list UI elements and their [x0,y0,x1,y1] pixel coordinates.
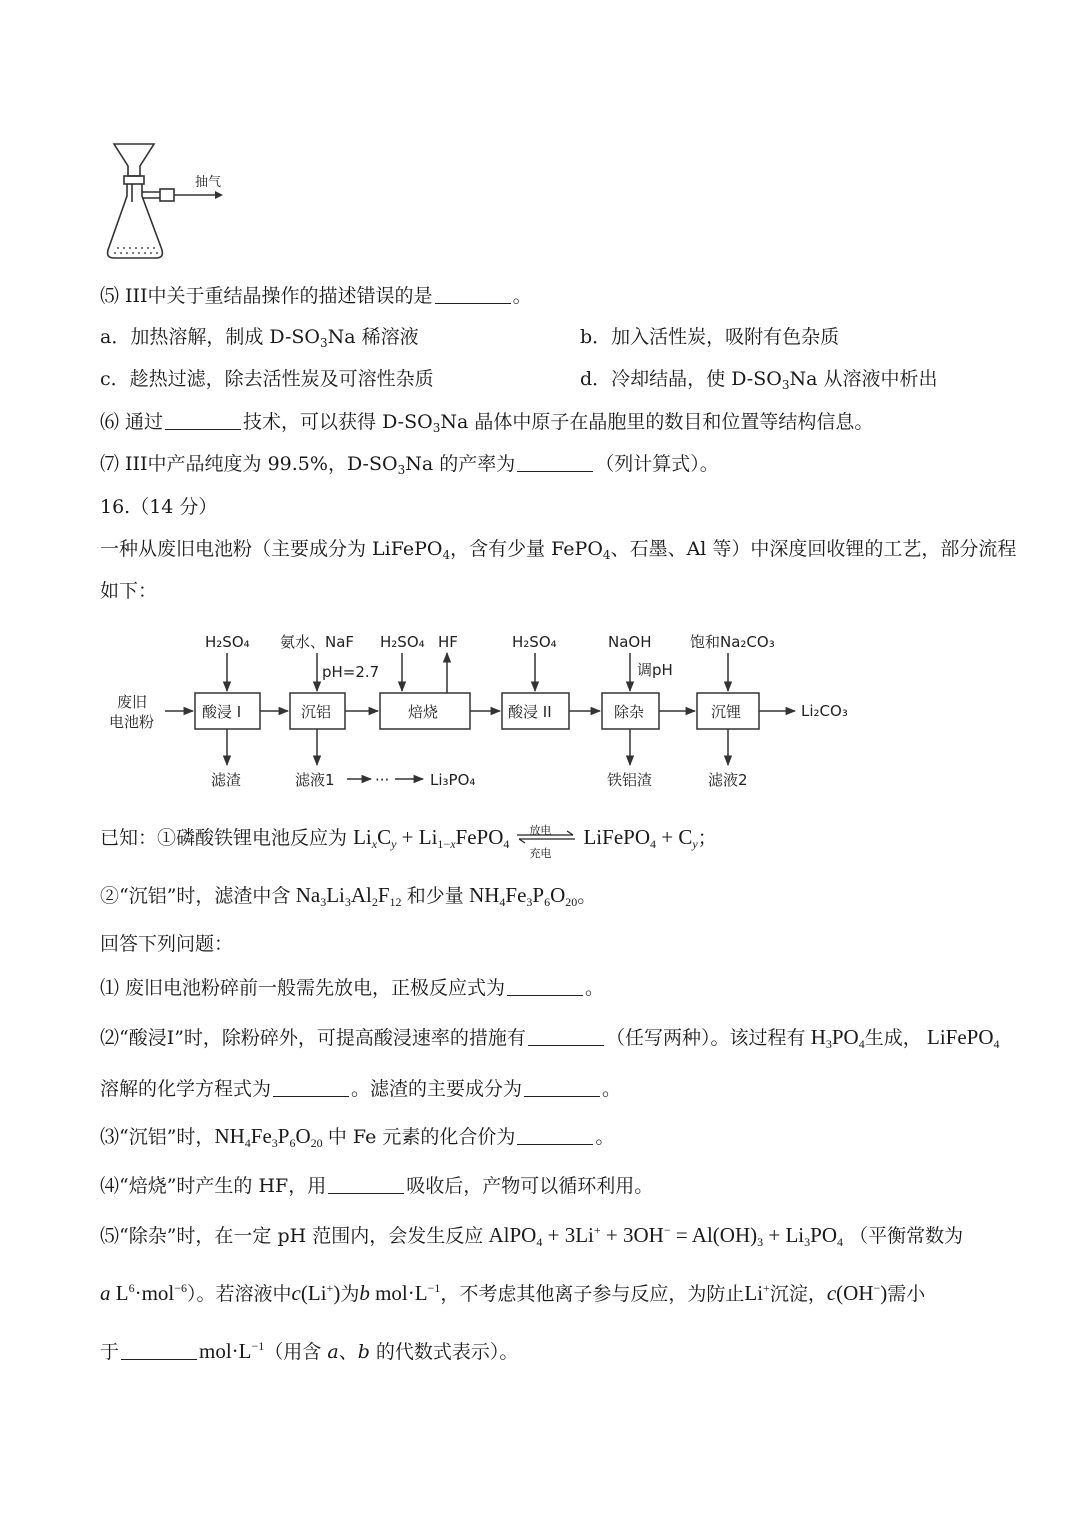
part-2: ⑵“酸浸I”时，除粉碎外，可提高酸浸速率的措施有 （任写两种）。该过程有 $H_3PO_4$生成， LiFePO$_4$ [100,1025,1000,1051]
part-5-end: 于 $mol\cdot L^{-1}$（用含 a、b 的代数式表示）。 [100,1339,519,1363]
process-flowchart [105,625,875,795]
flow-start-2: 电池粉 [109,713,155,731]
option-a: a．加热溶解，制成 $D-SO_3Na$ 稀溶液 [100,326,419,350]
flow-step-1: 酸浸 I [202,703,242,721]
flow-step-6: 沉锂 [711,703,742,721]
answer-intro: 回答下列问题： [100,933,234,955]
flow-step-3: 焙烧 [408,703,439,721]
option-b: b．加入活性炭，吸附有色杂质 [580,326,840,348]
flow-step-2: 沉铝 [301,703,332,721]
answer-blank[interactable] [435,285,511,304]
part-5: ⑸“除杂”时，在一定 pH 范围内，会发生反应 AlPO$_4$ + $3Li^+ + 3OH^- = Al(OH)_3 + Li_3PO_4$ （平衡常数为 [100,1223,964,1249]
flow-ph-note: pH=2.7 [322,663,380,681]
flow-input-2: 氨水、NaF [280,633,355,651]
flow-step-5: 除杂 [614,703,645,721]
known-2: ②“沉铝”时，滤渣中含 $Na_3Li_3Al_2F_{12}$ 和少量 $NH_4Fe_3P_6O_{20}$。 [100,883,597,909]
flow-dots: ··· [375,771,390,789]
part-4: ⑷“焙烧”时产生的 HF，用 吸收后，产物可以循环利用。 [100,1175,654,1197]
flow-input-4: H₂SO₄ [512,633,557,651]
question-16-header: 16.（14 分） [100,496,218,518]
flow-step-4: 酸浸 II [508,703,552,721]
answer-blank[interactable] [528,1027,604,1046]
flow-output-3: 铁铝渣 [607,771,653,789]
answer-blank[interactable] [524,1078,600,1097]
answer-blank[interactable] [507,977,583,996]
option-d: d．冷却结晶，使 $D-SO_3Na$ 从溶液中析出 [580,368,938,392]
answer-blank[interactable] [273,1078,349,1097]
suction-filtration-apparatus [100,140,235,265]
part-2-cont: 溶解的化学方程式为 。滤渣的主要成分为 。 [100,1078,622,1100]
flow-input-1: H₂SO₄ [205,633,250,651]
question-7: ⑺ III中产品纯度为 99.5%，$D-SO_3Na$ 的产率为 （列计算式）。 [100,453,719,477]
flow-output-4: 滤液2 [708,771,748,789]
answer-blank[interactable] [517,1126,593,1145]
answer-blank[interactable] [328,1175,404,1194]
question-16-intro-cont: 如下： [100,580,158,602]
flow-product: Li₂CO₃ [801,702,848,720]
part-5-cont: a $L^6\cdot mol^{-6}$）。若溶液中c(Li+)为b $mol\cdot L^{-1}$，不考虑其他离子参与反应，为防止Li+沉淀，c(OH−)需小 [100,1281,926,1305]
question-6: ⑹ 通过 技术，可以获得 $D-SO_3Na$ 晶体中原子在晶胞里的数目和位置等结构信息。 [100,411,874,435]
answer-blank[interactable] [517,453,593,472]
vacuum-label: 抽气 [195,175,222,190]
part-3: ⑶“沉铝”时，$NH_4Fe_3P_6O_{20}$ 中 Fe 元素的化合价为 。 [100,1124,615,1150]
question-5: ⑸ III中关于重结晶操作的描述错误的是 。 [100,285,532,307]
option-c: c．趁热过滤，除去活性炭及可溶性杂质 [100,368,434,390]
question-16-intro: 一种从废旧电池粉（主要成分为 LiFePO$_4$，含有少量 FePO$_4$、石墨、Al 等）中深度回收锂的工艺，部分流程 [100,538,1017,562]
flow-input-3: H₂SO₄ [380,633,425,651]
flow-hf: HF [438,633,458,651]
flow-adjust-ph: 调pH [637,661,673,679]
known-1: 已知：①磷酸铁锂电池反应为 $Li_xC_y$ + $Li_{1-x}FePO_4$ 放电 充电 LiFePO$_4$ + $C_y$； [100,824,717,860]
reversible-arrow: 放电 充电 [515,824,577,850]
flow-output-1: 滤渣 [211,771,242,789]
flow-start-1: 废旧 [117,693,148,711]
flow-input-6: 饱和Na₂CO₃ [690,633,775,651]
flow-input-5: NaOH [608,633,652,651]
answer-blank[interactable] [121,1341,197,1360]
part-1: ⑴ 废旧电池粉碎前一般需先放电，正极反应式为 。 [100,977,605,999]
flow-li3po4: Li₃PO₄ [430,771,476,789]
answer-blank[interactable] [165,411,241,430]
flow-output-2: 滤液1 [295,771,335,789]
